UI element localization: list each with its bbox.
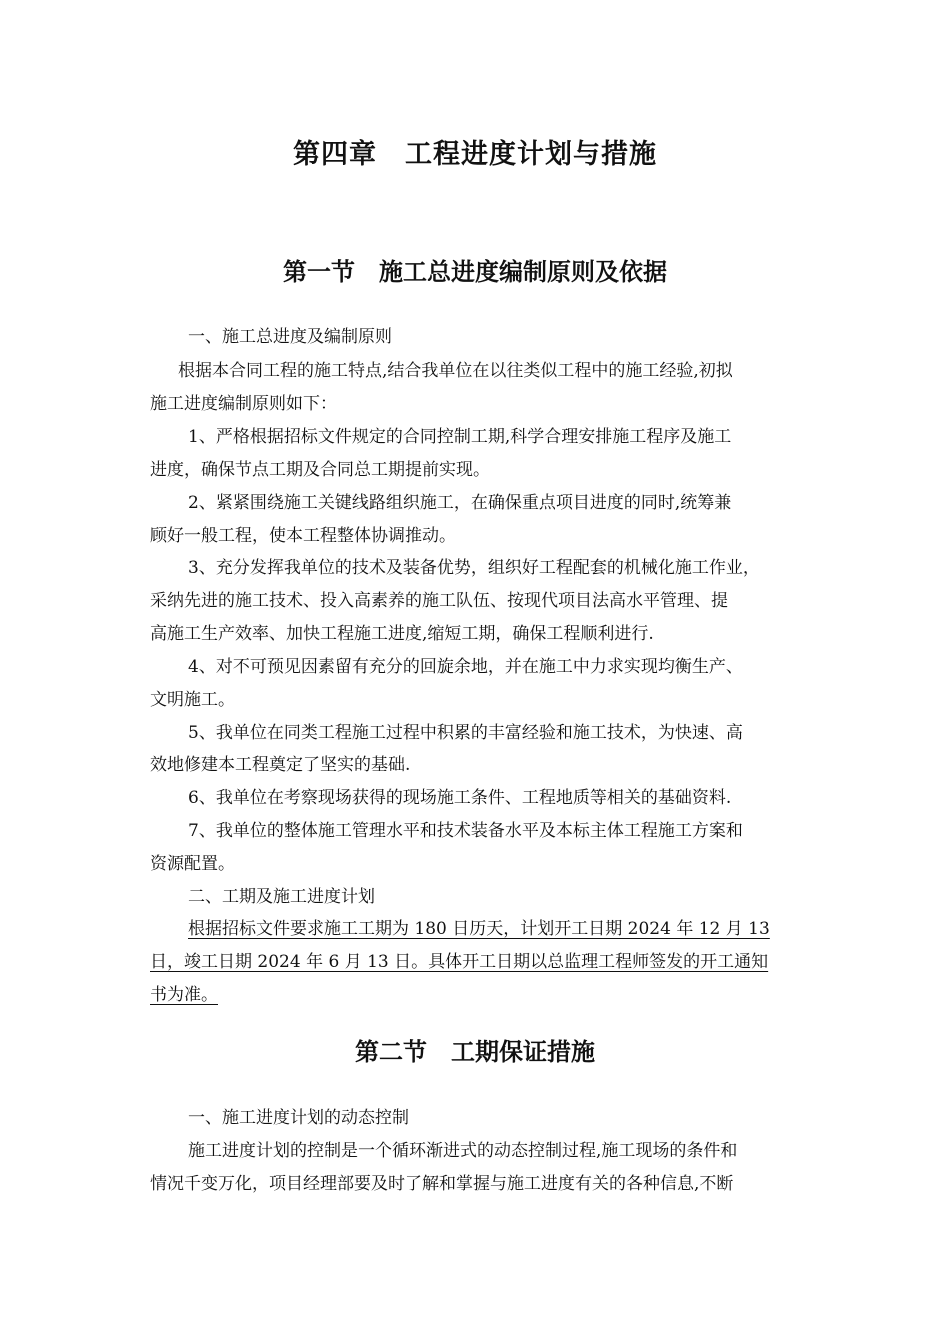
list-item-5: 5、我单位在同类工程施工过程中积累的丰富经验和施工技术，为快速、高: [188, 723, 743, 743]
paragraph-line: 根据本合同工程的施工特点,结合我单位在以往类似工程中的施工经验,初拟: [178, 361, 733, 381]
list-item-4: 4、对不可预见因素留有充分的回旋余地，并在施工中力求实现均衡生产、: [188, 657, 743, 677]
paragraph-line: 采纳先进的施工技术、投入高素养的施工队伍、按现代项目法高水平管理、提: [150, 591, 728, 611]
list-item-7: 7、我单位的整体施工管理水平和技术装备水平及本标主体工程施工方案和: [188, 821, 743, 841]
underlined-schedule-line: 日，竣工日期 2024 年 6 月 13 日。具体开工日期以总监理工程师签发的开工通知: [150, 952, 769, 972]
paragraph-line: 情况千变万化，项目经理部要及时了解和掌握与施工进度有关的各种信息,不断: [150, 1174, 734, 1194]
section-title-1: 第一节 施工总进度编制原则及依据: [283, 257, 667, 286]
heading-dynamic-control: 一、施工进度计划的动态控制: [188, 1108, 409, 1128]
paragraph-line: 高施工生产效率、加快工程施工进度,缩短工期，确保工程顺利进行.: [150, 624, 654, 644]
section-title-2: 第二节 工期保证措施: [355, 1037, 595, 1066]
paragraph-line: 施工进度计划的控制是一个循环渐进式的动态控制过程,施工现场的条件和: [188, 1141, 738, 1161]
chapter-title: 第四章 工程进度计划与措施: [293, 139, 657, 170]
heading-compile-principles: 一、施工总进度及编制原则: [188, 327, 392, 347]
list-item-3: 3、充分发挥我单位的技术及装备优势，组织好工程配套的机械化施工作业，: [188, 558, 760, 578]
paragraph-line: 施工进度编制原则如下：: [150, 394, 337, 414]
list-item-6: 6、我单位在考察现场获得的现场施工条件、工程地质等相关的基础资料.: [188, 788, 732, 808]
paragraph-line: 资源配置。: [150, 854, 235, 874]
heading-schedule-plan: 二、工期及施工进度计划: [188, 887, 375, 907]
paragraph-line: 效地修建本工程奠定了坚实的基础.: [150, 755, 411, 775]
list-item-2: 2、紧紧围绕施工关键线路组织施工，在确保重点项目进度的同时,统筹兼: [188, 493, 732, 513]
paragraph-line: 进度，确保节点工期及合同总工期提前实现。: [150, 460, 490, 480]
underlined-schedule-line: 根据招标文件要求施工工期为 180 日历天，计划开工日期 2024 年 12 月 13: [188, 919, 770, 939]
paragraph-line: 顾好一般工程，使本工程整体协调推动。: [150, 526, 456, 546]
paragraph-line: 文明施工。: [150, 690, 235, 710]
underlined-schedule-line: 书为准。: [150, 985, 218, 1005]
list-item-1: 1、严格根据招标文件规定的合同控制工期,科学合理安排施工程序及施工: [188, 427, 732, 447]
